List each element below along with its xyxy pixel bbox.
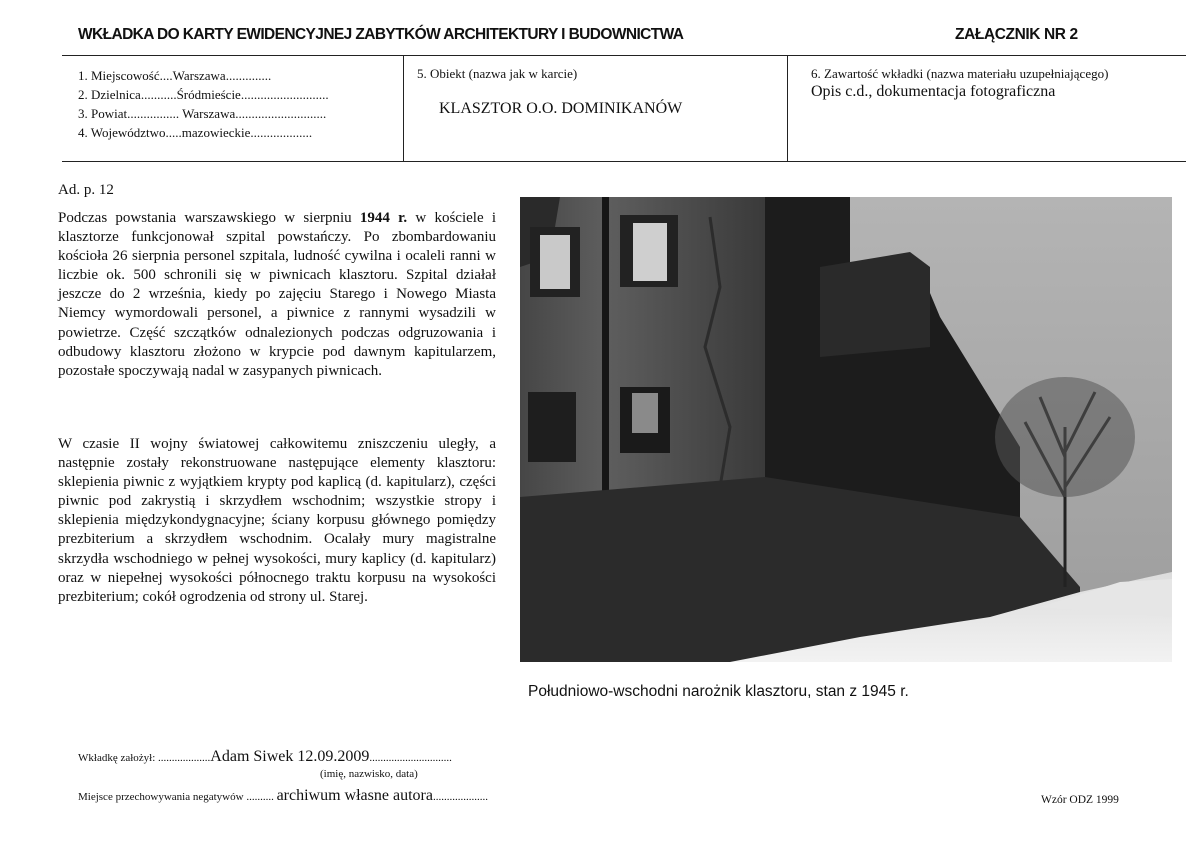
voivodeship-value: mazowieckie — [181, 125, 251, 140]
location-row-district — [78, 85, 329, 104]
author-note: (imię, nazwisko, data) — [320, 768, 418, 780]
dot-leader: .............. — [225, 68, 272, 83]
dot-leader: ..... — [165, 125, 182, 140]
section-divider — [62, 161, 1186, 162]
dot-leader: .................... — [432, 791, 488, 803]
dot-leader: ........................... — [240, 87, 329, 102]
form-code: Wzór ODZ 1999 — [1041, 794, 1119, 806]
column-divider-2 — [787, 55, 788, 162]
town-label: 1. Miejscowość — [78, 68, 160, 83]
dot-leader: ................ — [127, 106, 183, 121]
storage-line — [78, 787, 488, 805]
dot-leader: ............................ — [235, 106, 327, 121]
year-emphasis: 1944 r. — [359, 210, 408, 226]
storage-value: archiwum własne autora — [276, 787, 433, 804]
district-value: Śródmieście — [176, 87, 241, 102]
author-line — [78, 748, 452, 766]
paragraph-text: Podczas powstania warszawskiego w sierpniu — [58, 210, 360, 226]
contents-label: 6. Zawartość wkładki (nazwa materiału uzupełniającego) — [811, 66, 1109, 81]
location-row-voivodeship — [78, 123, 329, 142]
district-label: 2. Dzielnica — [78, 87, 141, 102]
location-row-town — [78, 66, 329, 85]
paragraph-uprising — [58, 209, 496, 381]
county-label: 3. Powiat — [78, 106, 128, 121]
dot-leader: ........... — [140, 87, 177, 102]
dot-leader: .......... — [243, 791, 277, 803]
county-value: Warszawa — [182, 106, 236, 121]
section-reference: Ad. p. 12 — [58, 182, 114, 198]
paragraph-text: w kościele i klasztorze funkcjonował szpital powstańczy. Po zbombardowaniu kościoła 26 sierpnia personel szpitala, ludność cywilna i ocaleli ranni w liczbie ok. 500 schronili się w piwnicach klasztoru. Szpital działał jeszcze do 2 września, kiedy po zajęciu Starego i Nowego Miasta Niemcy wymordowali personel, a piwnice z rannymi wysadzili w powietrze. Część szczątków odnalezionych podczas odgruzowania i odbudowy klasztoru złożono w krypcie pod dawnym kapitularzem, pozostałe spoczywają nadal w zasypanych piwnicach. — [58, 210, 496, 379]
header-divider — [62, 55, 1186, 56]
dot-leader: .............................. — [369, 752, 452, 764]
annex-number: ZAŁĄCZNIK NR 2 — [955, 26, 1078, 43]
paragraph-reconstruction: W czasie II wojny światowej całkowitemu zniszczeniu uległy, a następnie zostały rekonstruowane następujące elementy klasztoru: sklepienia piwnic z wyjątkiem krypty pod kaplicą (d. kapitularz), części piwnic pod zakrystią i skrzydłem wschodnim; wszystkie stropy i sklepienia międzykondygnacyjne; ściany korpusu głównego pomiędzy prezbiterium a skrzydłem wschodnim. Ocalały mury magistralne skrzydła wschodniego w pełnej wysokości, mury kaplicy (d. kapitularz) oraz w niepełnej wysokości północnego traktu korpusu na wysokości prezbiterium; cokół ogrodzenia od strony ul. Starej. — [58, 436, 496, 605]
voivodeship-label: 4. Województwo — [78, 125, 166, 140]
author-value: Adam Siwek 12.09.2009 — [210, 748, 370, 765]
contents-value: Opis c.d., dokumentacja fotograficzna — [811, 83, 1056, 100]
town-value: Warszawa — [172, 68, 226, 83]
object-label: 5. Obiekt (nazwa jak w karcie) — [417, 66, 578, 81]
author-label: Wkładkę założył: — [78, 752, 156, 764]
photo-caption: Południowo-wschodni narożnik klasztoru, stan z 1945 r. — [528, 683, 909, 700]
form-title: WKŁADKA DO KARTY EWIDENCYJNEJ ZABYTKÓW ARCHITEKTURY I BUDOWNICTWA — [78, 26, 684, 43]
location-block — [78, 66, 329, 142]
storage-label: Miejsce przechowywania negatywów — [78, 791, 244, 803]
column-divider-1 — [403, 55, 404, 162]
object-name: KLASZTOR O.O. DOMINIKANÓW — [439, 100, 683, 117]
dot-leader: ................... — [250, 125, 313, 140]
monastery-ruin-photo — [520, 197, 1172, 662]
dot-leader: .... — [159, 68, 173, 83]
location-row-county — [78, 104, 329, 123]
dot-leader: ................... — [155, 752, 211, 764]
